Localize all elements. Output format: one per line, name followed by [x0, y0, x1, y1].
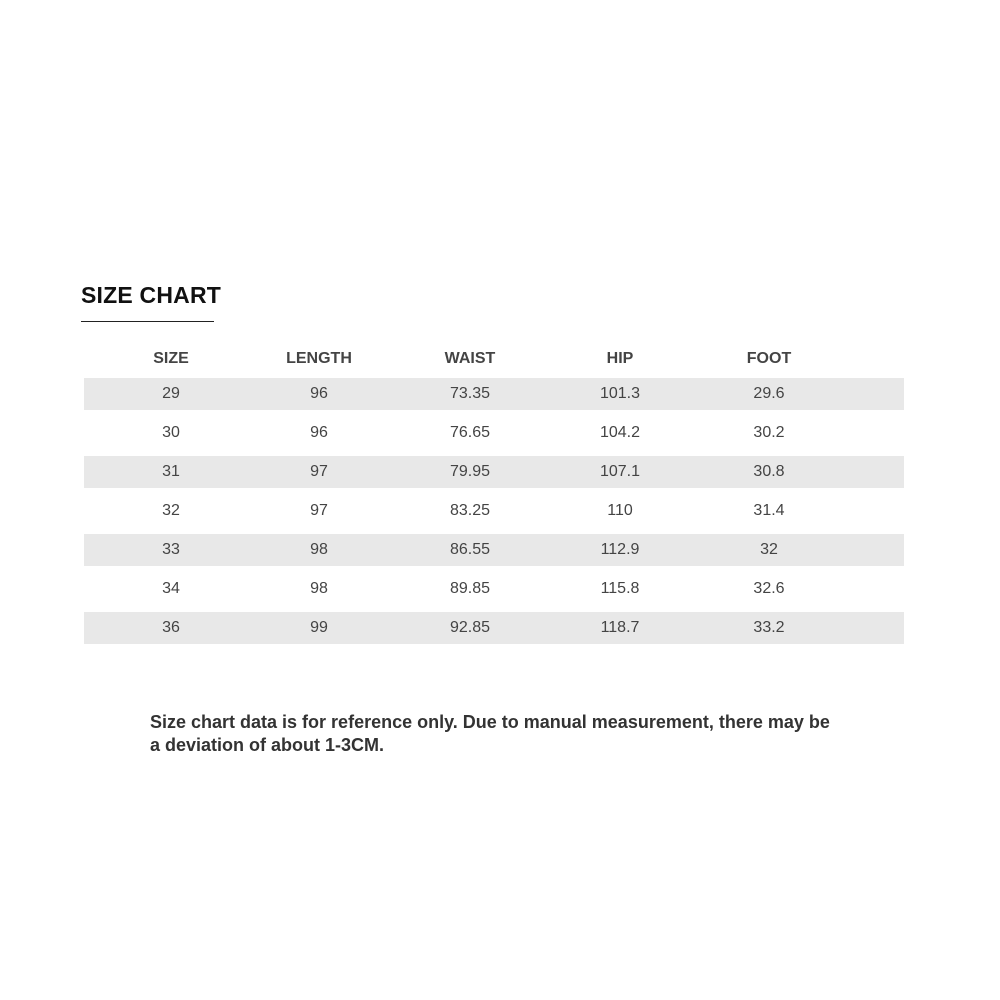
cell-foot: 30.2	[753, 424, 785, 441]
cell-foot: 29.6	[753, 385, 785, 402]
cell-size: 34	[162, 580, 180, 597]
cell-waist: 73.35	[449, 385, 491, 402]
cell-waist: 83.25	[449, 502, 491, 519]
cell-foot: 31.4	[753, 502, 785, 519]
cell-size: 33	[162, 541, 180, 558]
table-row	[84, 495, 904, 527]
cell-size: 36	[162, 619, 180, 636]
cell-waist: 92.85	[449, 619, 491, 636]
size-table	[84, 339, 904, 651]
header-foot: FOOT	[746, 349, 792, 367]
cell-foot: 32.6	[753, 580, 785, 597]
table-row	[84, 456, 904, 488]
cell-hip: 101.3	[599, 385, 641, 402]
cell-length: 97	[310, 502, 328, 519]
cell-size: 29	[162, 385, 180, 402]
cell-waist: 76.65	[449, 424, 491, 441]
header-waist: WAIST	[444, 349, 496, 367]
cell-hip: 104.2	[599, 424, 641, 441]
cell-waist: 86.55	[449, 541, 491, 558]
cell-hip: 112.9	[600, 541, 640, 558]
page-title: SIZE CHART	[81, 282, 221, 308]
measurement-note: Size chart data is for reference only. Due to manual measurement, there may be a deviation of about 1-3CM.	[150, 712, 830, 755]
cell-length: 98	[310, 580, 328, 597]
table-row	[84, 573, 904, 605]
cell-foot: 30.8	[753, 463, 785, 480]
table-row	[84, 417, 904, 449]
cell-waist: 89.85	[449, 580, 491, 597]
cell-waist: 79.95	[449, 463, 491, 480]
cell-size: 32	[162, 502, 180, 519]
header-length: LENGTH	[286, 349, 352, 367]
cell-size: 30	[162, 424, 180, 441]
cell-length: 98	[310, 541, 328, 558]
table-row	[84, 612, 904, 644]
cell-length: 99	[310, 619, 328, 636]
title-underline	[81, 321, 214, 322]
table-row	[84, 378, 904, 410]
cell-hip: 107.1	[599, 463, 641, 480]
table-row	[84, 534, 904, 566]
cell-size: 31	[162, 463, 180, 480]
cell-length: 96	[310, 424, 328, 441]
cell-length: 97	[310, 463, 328, 480]
cell-length: 96	[310, 385, 328, 402]
cell-hip: 118.7	[600, 619, 640, 636]
cell-hip: 110	[607, 502, 633, 519]
cell-foot: 33.2	[753, 619, 785, 636]
header-size: SIZE	[153, 349, 189, 367]
cell-foot: 32	[760, 541, 778, 558]
header-hip: HIP	[606, 349, 634, 367]
table-header-row	[84, 339, 904, 378]
cell-hip: 115.8	[600, 580, 640, 597]
